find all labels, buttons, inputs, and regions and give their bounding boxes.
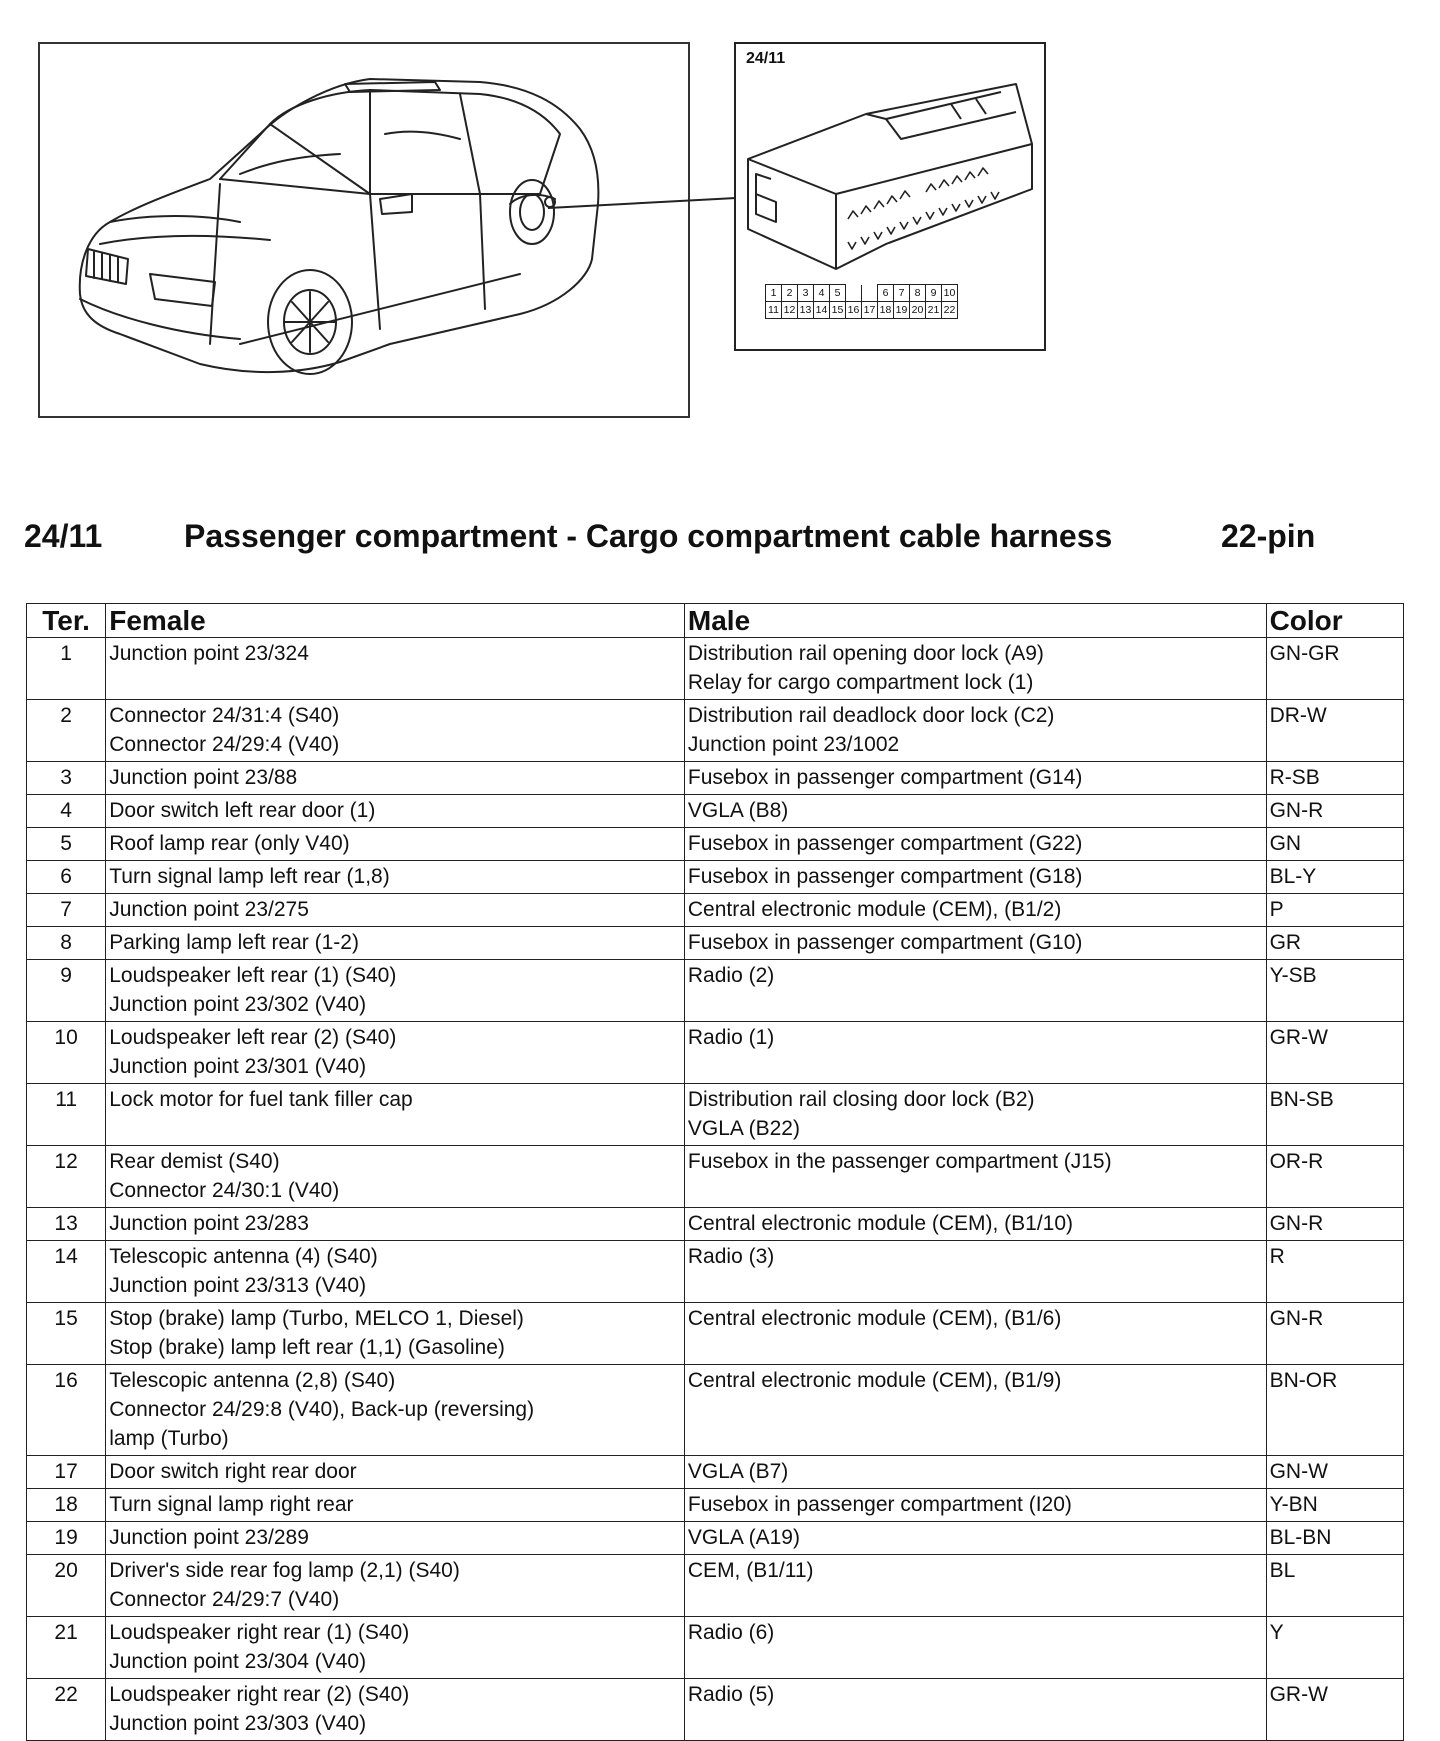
cell-female xyxy=(106,1617,685,1679)
cell-female xyxy=(106,960,685,1022)
cell-color: GN-R xyxy=(1266,1208,1403,1241)
cell-female xyxy=(106,1456,685,1489)
cell-male xyxy=(684,1022,1266,1084)
cell-color: OR-R xyxy=(1266,1146,1403,1208)
cell-female-line: Turn signal lamp left rear (1,8) xyxy=(109,865,390,888)
table-row xyxy=(27,828,1404,861)
cell-female xyxy=(106,1146,685,1208)
cell-ter: 3 xyxy=(27,762,106,795)
cell-ter: 21 xyxy=(27,1617,106,1679)
pin-row-top xyxy=(766,285,958,302)
cell-male-line: Fusebox in the passenger compartment (J15) xyxy=(687,1150,1112,1173)
cell-color: R xyxy=(1266,1241,1403,1303)
table-row xyxy=(27,1022,1404,1084)
cell-female-line: Lock motor for fuel tank filler cap xyxy=(109,1088,413,1111)
cell-ter: 1 xyxy=(27,638,106,700)
cell-female-line: Connector 24/30:1 (V40) xyxy=(109,1179,340,1202)
pin-cell: 22 xyxy=(942,302,958,319)
cell-male xyxy=(684,1522,1266,1555)
table-row xyxy=(27,638,1404,700)
cell-male xyxy=(684,1146,1266,1208)
cell-male-line: Distribution rail closing door lock (B2) xyxy=(687,1088,1035,1111)
pin-row-bottom xyxy=(766,302,958,319)
cell-male xyxy=(684,1303,1266,1365)
car-illustration xyxy=(38,42,690,418)
cell-color: R-SB xyxy=(1266,762,1403,795)
cell-female xyxy=(106,828,685,861)
cell-ter: 11 xyxy=(27,1084,106,1146)
cell-female xyxy=(106,1022,685,1084)
cell-male xyxy=(684,1208,1266,1241)
cell-male xyxy=(684,1456,1266,1489)
cell-color: BL-BN xyxy=(1266,1522,1403,1555)
cell-male xyxy=(684,795,1266,828)
cell-ter: 14 xyxy=(27,1241,106,1303)
table-row xyxy=(27,1617,1404,1679)
cell-female-line: Loudspeaker right rear (1) (S40) xyxy=(109,1621,410,1644)
pin-cell: 1 xyxy=(766,285,782,302)
pin-cell: 13 xyxy=(798,302,814,319)
cell-female-line: Junction point 23/324 xyxy=(109,642,309,665)
cell-ter: 2 xyxy=(27,700,106,762)
cell-female-line: Roof lamp rear (only V40) xyxy=(109,832,350,855)
cell-female-line: Junction point 23/304 (V40) xyxy=(109,1650,367,1673)
cell-female xyxy=(106,1489,685,1522)
pin-cell: 19 xyxy=(894,302,910,319)
cell-female-line: Door switch left rear door (1) xyxy=(109,799,376,822)
cell-male-line: Central electronic module (CEM), (B1/2) xyxy=(687,898,1062,921)
table-row xyxy=(27,700,1404,762)
header-male: Male xyxy=(684,604,1266,638)
table-row xyxy=(27,1365,1404,1456)
cell-color: BL xyxy=(1266,1555,1403,1617)
pin-layout-grid xyxy=(765,284,958,319)
cell-female xyxy=(106,1365,685,1456)
pin-cell: 7 xyxy=(894,285,910,302)
cell-color: GR-W xyxy=(1266,1679,1403,1741)
cell-male xyxy=(684,1555,1266,1617)
cell-female-line: Turn signal lamp right rear xyxy=(109,1493,354,1516)
header-ter: Ter. xyxy=(27,604,106,638)
pin-cell: 16 xyxy=(846,302,862,319)
cell-female-line: Junction point 23/313 (V40) xyxy=(109,1274,367,1297)
cell-male-line: Central electronic module (CEM), (B1/10) xyxy=(687,1212,1074,1235)
cell-male-line: Relay for cargo compartment lock (1) xyxy=(687,671,1034,694)
cell-male xyxy=(684,828,1266,861)
cell-female xyxy=(106,1303,685,1365)
cell-male xyxy=(684,1489,1266,1522)
connector-figure xyxy=(734,42,1046,351)
cell-male-line: Radio (5) xyxy=(687,1683,775,1706)
table-row xyxy=(27,927,1404,960)
cell-color: Y-SB xyxy=(1266,960,1403,1022)
cell-male xyxy=(684,1617,1266,1679)
pin-cell: 11 xyxy=(766,302,782,319)
pin-cell: 6 xyxy=(878,285,894,302)
cell-female xyxy=(106,861,685,894)
cell-male-line: Fusebox in passenger compartment (G18) xyxy=(687,865,1083,888)
table-row xyxy=(27,1146,1404,1208)
cell-ter: 8 xyxy=(27,927,106,960)
cell-female-line: Stop (brake) lamp (Turbo, MELCO 1, Diesel) xyxy=(109,1307,524,1330)
cell-male xyxy=(684,1365,1266,1456)
pin-cell: 21 xyxy=(926,302,942,319)
cell-female-line: Connector 24/29:4 (V40) xyxy=(109,733,340,756)
cell-ter: 19 xyxy=(27,1522,106,1555)
cell-female xyxy=(106,638,685,700)
cell-ter: 13 xyxy=(27,1208,106,1241)
cell-female-line: Telescopic antenna (2,8) (S40) xyxy=(109,1369,396,1392)
connector-figure-label: 24/11 xyxy=(746,50,786,67)
cell-female xyxy=(106,700,685,762)
cell-male-line: Central electronic module (CEM), (B1/6) xyxy=(687,1307,1062,1330)
cell-female xyxy=(106,1084,685,1146)
cell-female xyxy=(106,1679,685,1741)
cell-ter: 4 xyxy=(27,795,106,828)
cell-color: GR-W xyxy=(1266,1022,1403,1084)
heading-title: Passenger compartment - Cargo compartment cable harness xyxy=(184,518,1113,554)
cell-color: GN-GR xyxy=(1266,638,1403,700)
pin-cell: 15 xyxy=(830,302,846,319)
cell-color: DR-W xyxy=(1266,700,1403,762)
cell-female-line: Loudspeaker right rear (2) (S40) xyxy=(109,1683,410,1706)
table-body xyxy=(27,638,1404,1741)
cell-female-line: Junction point 23/303 (V40) xyxy=(109,1712,367,1735)
cell-male xyxy=(684,762,1266,795)
cell-color: GN-R xyxy=(1266,1303,1403,1365)
pin-cell: 4 xyxy=(814,285,830,302)
cell-female-line: Door switch right rear door xyxy=(109,1460,357,1483)
cell-male-line: Distribution rail deadlock door lock (C2) xyxy=(687,704,1055,727)
cell-ter: 5 xyxy=(27,828,106,861)
cell-female-line: lamp (Turbo) xyxy=(109,1427,229,1450)
cell-female xyxy=(106,927,685,960)
pin-cell: 17 xyxy=(862,302,878,319)
cell-female xyxy=(106,1555,685,1617)
cell-male xyxy=(684,700,1266,762)
table-row xyxy=(27,1084,1404,1146)
heading-pin-count: 22-pin xyxy=(1221,518,1316,554)
header-color: Color xyxy=(1266,604,1403,638)
cell-female-line: Junction point 23/88 xyxy=(109,766,298,789)
cell-color: Y xyxy=(1266,1617,1403,1679)
cell-color: BN-SB xyxy=(1266,1084,1403,1146)
cell-female xyxy=(106,1208,685,1241)
cell-male-line: Distribution rail opening door lock (A9) xyxy=(687,642,1044,665)
cell-color: GN-W xyxy=(1266,1456,1403,1489)
table-row xyxy=(27,762,1404,795)
cell-female-line: Driver's side rear fog lamp (2,1) (S40) xyxy=(109,1559,460,1582)
cell-male-line: Fusebox in passenger compartment (G22) xyxy=(687,832,1083,855)
table-row xyxy=(27,1522,1404,1555)
cell-male-line: Radio (6) xyxy=(687,1621,775,1644)
cell-male xyxy=(684,927,1266,960)
cell-female-line: Junction point 23/283 xyxy=(109,1212,309,1235)
pin-cell: 18 xyxy=(878,302,894,319)
cell-ter: 22 xyxy=(27,1679,106,1741)
pin-cell: 2 xyxy=(782,285,798,302)
pin-cell: 5 xyxy=(830,285,846,302)
cell-male-line: Fusebox in passenger compartment (G14) xyxy=(687,766,1083,789)
cell-male-line: VGLA (B8) xyxy=(687,799,789,822)
cell-female xyxy=(106,762,685,795)
table-row xyxy=(27,1679,1404,1741)
pin-cell: 3 xyxy=(798,285,814,302)
cell-male xyxy=(684,1084,1266,1146)
cell-male-line: Fusebox in passenger compartment (I20) xyxy=(687,1493,1072,1516)
table-row xyxy=(27,1456,1404,1489)
cell-male xyxy=(684,894,1266,927)
pinout-table xyxy=(26,603,1404,1741)
cell-female-line: Junction point 23/302 (V40) xyxy=(109,993,367,1016)
cell-color: Y-BN xyxy=(1266,1489,1403,1522)
cell-female xyxy=(106,894,685,927)
pin-cell: 12 xyxy=(782,302,798,319)
cell-female-line: Connector 24/29:8 (V40), Back-up (reversing) xyxy=(109,1398,535,1421)
cell-color: BN-OR xyxy=(1266,1365,1403,1456)
cell-male xyxy=(684,861,1266,894)
pin-cell: 20 xyxy=(910,302,926,319)
cell-ter: 7 xyxy=(27,894,106,927)
table-row xyxy=(27,1555,1404,1617)
section-heading xyxy=(24,518,1324,558)
table-header-row xyxy=(27,604,1404,638)
pin-cell: 14 xyxy=(814,302,830,319)
cell-male-line: CEM, (B1/11) xyxy=(687,1559,814,1582)
pin-gap xyxy=(846,285,862,302)
cell-ter: 16 xyxy=(27,1365,106,1456)
table-row xyxy=(27,1241,1404,1303)
cell-ter: 6 xyxy=(27,861,106,894)
header-female: Female xyxy=(106,604,685,638)
cell-female-line: Junction point 23/289 xyxy=(109,1526,309,1549)
cell-male xyxy=(684,1679,1266,1741)
cell-ter: 18 xyxy=(27,1489,106,1522)
table-row xyxy=(27,1303,1404,1365)
table-row xyxy=(27,1208,1404,1241)
heading-code: 24/11 xyxy=(24,518,103,554)
cell-ter: 12 xyxy=(27,1146,106,1208)
cell-female-line: Stop (brake) lamp left rear (1,1) (Gasoline) xyxy=(109,1336,505,1359)
cell-female-line: Junction point 23/301 (V40) xyxy=(109,1055,367,1078)
cell-male-line: Radio (2) xyxy=(687,964,775,987)
cell-ter: 10 xyxy=(27,1022,106,1084)
cell-female-line: Junction point 23/275 xyxy=(109,898,309,921)
table-row xyxy=(27,960,1404,1022)
cell-color: GR xyxy=(1266,927,1403,960)
cell-color: GN xyxy=(1266,828,1403,861)
cell-ter: 9 xyxy=(27,960,106,1022)
pin-gap xyxy=(862,285,878,302)
table-row xyxy=(27,861,1404,894)
cell-female xyxy=(106,1522,685,1555)
table-row xyxy=(27,1489,1404,1522)
pin-cell: 8 xyxy=(910,285,926,302)
table-row xyxy=(27,894,1404,927)
pin-cell: 10 xyxy=(942,285,958,302)
cell-female-line: Loudspeaker left rear (1) (S40) xyxy=(109,964,397,987)
cell-female-line: Loudspeaker left rear (2) (S40) xyxy=(109,1026,397,1049)
table-row xyxy=(27,795,1404,828)
cell-male xyxy=(684,1241,1266,1303)
cell-color: GN-R xyxy=(1266,795,1403,828)
cell-male-line: Junction point 23/1002 xyxy=(687,733,900,756)
cell-female-line: Connector 24/29:7 (V40) xyxy=(109,1588,340,1611)
cell-male-line: Radio (1) xyxy=(687,1026,775,1049)
cell-female xyxy=(106,795,685,828)
cell-male xyxy=(684,638,1266,700)
cell-male-line: VGLA (B7) xyxy=(687,1460,789,1483)
cell-ter: 17 xyxy=(27,1456,106,1489)
cell-male-line: Radio (3) xyxy=(687,1245,775,1268)
cell-male-line: VGLA (B22) xyxy=(687,1117,800,1140)
cell-ter: 15 xyxy=(27,1303,106,1365)
cell-female-line: Parking lamp left rear (1-2) xyxy=(109,931,359,954)
cell-female xyxy=(106,1241,685,1303)
cell-color: BL-Y xyxy=(1266,861,1403,894)
cell-female-line: Connector 24/31:4 (S40) xyxy=(109,704,340,727)
cell-male-line: Fusebox in passenger compartment (G10) xyxy=(687,931,1083,954)
cell-male-line: Central electronic module (CEM), (B1/9) xyxy=(687,1369,1062,1392)
pin-cell: 9 xyxy=(926,285,942,302)
cell-female-line: Telescopic antenna (4) (S40) xyxy=(109,1245,378,1268)
cell-ter: 20 xyxy=(27,1555,106,1617)
cell-male xyxy=(684,960,1266,1022)
cell-color: P xyxy=(1266,894,1403,927)
cell-female-line: Rear demist (S40) xyxy=(109,1150,280,1173)
cell-male-line: VGLA (A19) xyxy=(687,1526,800,1549)
